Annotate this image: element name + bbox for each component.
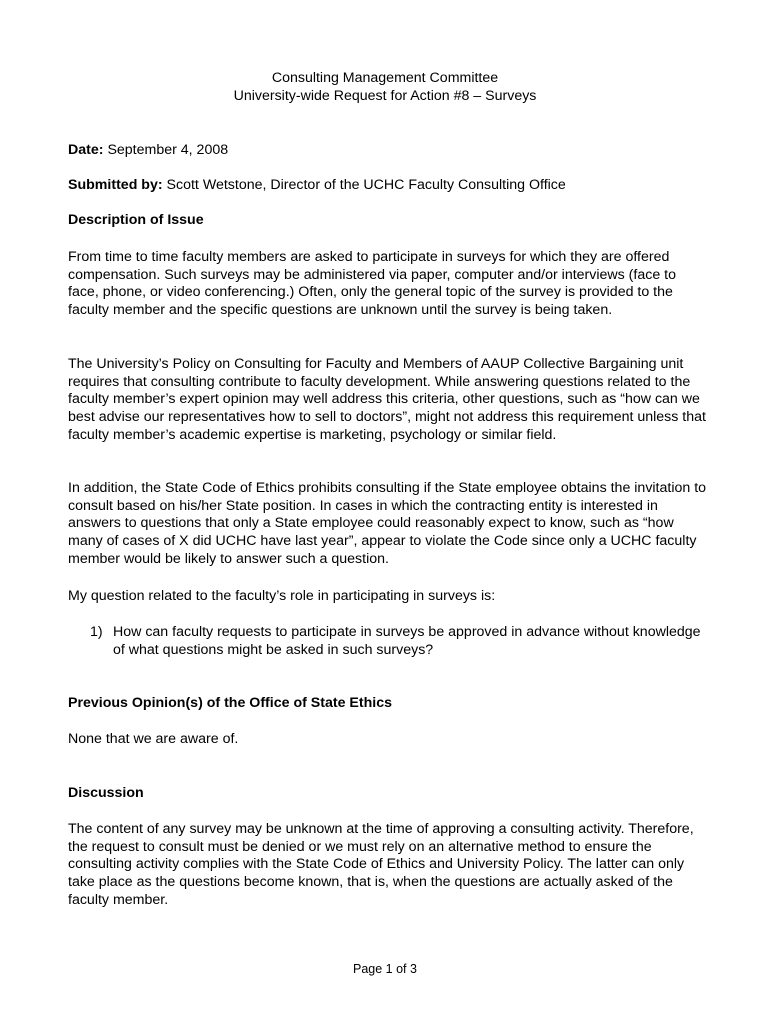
date-label: Date: xyxy=(68,142,104,158)
discussion-heading: Discussion xyxy=(68,785,144,801)
previous-opinions-text: None that we are aware of. xyxy=(68,731,239,747)
submitted-by-label: Submitted by: xyxy=(68,177,163,193)
request-title: University-wide Request for Action #8 – Surveys xyxy=(233,88,537,104)
previous-opinions-heading: Previous Opinion(s) of the Office of State Ethics xyxy=(68,695,392,711)
submitted-by-line xyxy=(68,177,708,195)
list-item-text: How can faculty requests to participate in surveys be approved in advance without knowledge of what questions might be asked in such surveys? xyxy=(113,624,701,658)
discussion-paragraph: The content of any survey may be unknown at the time of approving a consulting activity. Therefore, the request to consult must be denied or we must rely on an alternative method to ensure the consulting activity complies with the State Code of Ethics and University Policy. The latter can only take place as the questions become known, that is, when the questions are actually asked of the faculty member. xyxy=(68,821,694,908)
page-number: Page 1 of 3 xyxy=(353,962,417,976)
description-paragraph-3: In addition, the State Code of Ethics prohibits consulting if the State employee obtains the invitation to consult based on his/her State position. In cases in which the contracting entity is interested in answers to questions that only a State employee could reasonably expect to know, such as “how many of cases of X did UCHC have last year”, appear to violate the Code since only a UCHC faculty member would be likely to answer such a question. xyxy=(68,480,707,567)
description-heading: Description of Issue xyxy=(68,212,204,228)
description-paragraph-4: My question related to the faculty’s role in participating in surveys is: xyxy=(68,588,496,604)
date-line xyxy=(68,142,708,160)
submitted-by-value: Scott Wetstone, Director of the UCHC Faculty Consulting Office xyxy=(166,177,566,193)
description-paragraph-1: From time to time faculty members are asked to participate in surveys for which they are offered compensation. Such surveys may be administered via paper, computer and/or interviews (face to face, phone, or video conferencing.) Often, only the general topic of the survey is provided to the faculty member and the specific questions are unknown until the survey is being taken. xyxy=(68,249,676,319)
list-item-number: 1) xyxy=(90,624,103,640)
list-item xyxy=(90,624,710,659)
description-paragraph-2: The University’s Policy on Consulting for Faculty and Members of AAUP Collective Bargaining unit requires that consulting contribute to faculty development. While answering questions related to the faculty member’s expert opinion may well address this criteria, other questions, such as “how can we best advise our representatives how to sell to doctors”, might not address this requirement unless that faculty member’s academic expertise is marketing, psychology or similar field. xyxy=(68,356,706,443)
committee-title: Consulting Management Committee xyxy=(271,70,499,86)
date-value: September 4, 2008 xyxy=(107,142,229,158)
